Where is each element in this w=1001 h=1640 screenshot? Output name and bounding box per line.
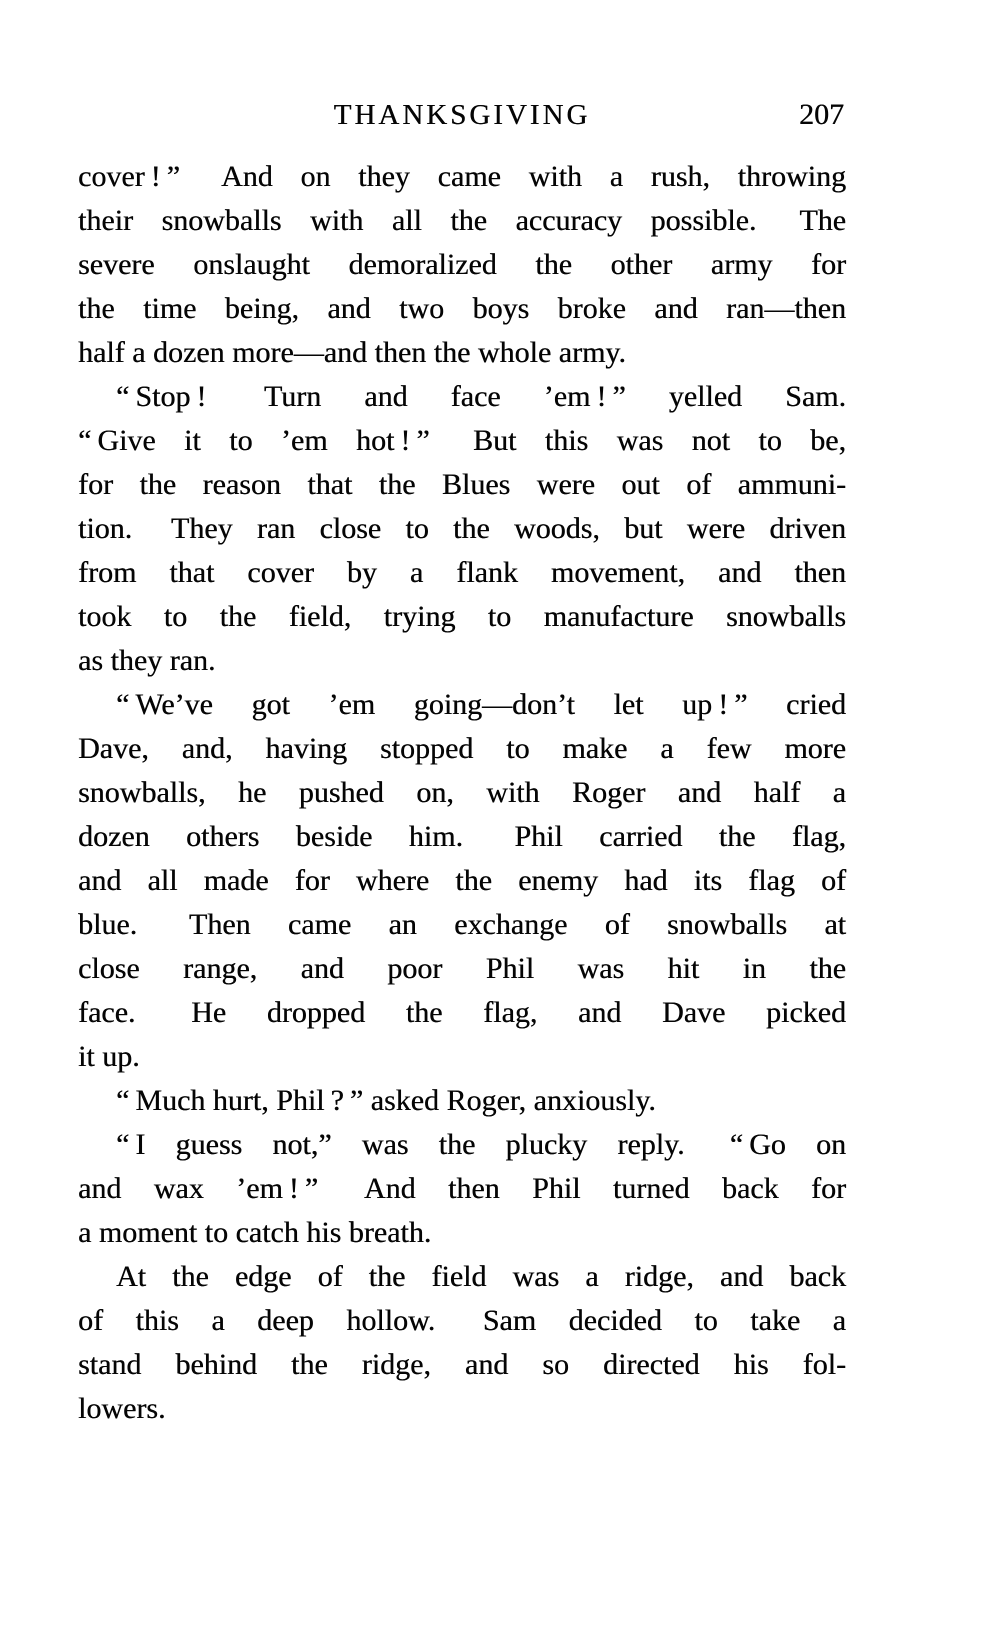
text-line: from that cover by a flank movement, and then [78, 556, 846, 589]
text-line: face. He dropped the flag, and Dave picked [78, 996, 846, 1029]
text-line: At the edge of the field was a ridge, and back [116, 1260, 846, 1293]
text-line: “ We’ve got ’em going—don’t let up ! ” cried [116, 688, 846, 721]
text-line: cover ! ” And on they came with a rush, throwing [78, 160, 846, 193]
text-line: “ Give it to ’em hot ! ” But this was not to be, [78, 424, 846, 457]
text-line: tion. They ran close to the woods, but were driven [78, 512, 846, 545]
text-line: stand behind the ridge, and so directed his fol- [78, 1348, 846, 1381]
paragraph [78, 683, 846, 1079]
text-line: and all made for where the enemy had its flag of [78, 864, 846, 897]
text-line: dozen others beside him. Phil carried the flag, [78, 820, 846, 853]
text-line: “ Much hurt, Phil ? ” asked Roger, anxiously. [116, 1084, 656, 1117]
running-header [78, 95, 846, 135]
text-line: Dave, and, having stopped to make a few more [78, 732, 846, 765]
body-text [78, 155, 846, 1431]
text-line: a moment to catch his breath. [78, 1216, 432, 1249]
text-line: the time being, and two boys broke and ran—then [78, 292, 846, 325]
paragraph [78, 1255, 846, 1431]
text-line: it up. [78, 1040, 140, 1073]
paragraph [78, 375, 846, 683]
text-line: half a dozen more—and then the whole army. [78, 336, 626, 369]
text-block [78, 95, 846, 1431]
page-number: 207 [799, 98, 844, 131]
text-line: lowers. [78, 1392, 166, 1425]
text-line: “ I guess not,” was the plucky reply. “ Go on [116, 1128, 846, 1161]
text-line: for the reason that the Blues were out of ammuni- [78, 468, 846, 501]
text-line: blue. Then came an exchange of snowballs at [78, 908, 846, 941]
text-line: snowballs, he pushed on, with Roger and half a [78, 776, 846, 809]
text-line: severe onslaught demoralized the other army for [78, 248, 846, 281]
paragraph [78, 1079, 846, 1123]
text-line: “ Stop ! Turn and face ’em ! ” yelled Sam. [116, 380, 846, 413]
text-line: close range, and poor Phil was hit in the [78, 952, 846, 985]
text-line: took to the field, trying to manufacture snowballs [78, 600, 846, 633]
text-line: their snowballs with all the accuracy possible. The [78, 204, 846, 237]
running-header-title: THANKSGIVING [333, 99, 591, 131]
text-line: as they ran. [78, 644, 216, 677]
paragraph [78, 155, 846, 375]
text-line: of this a deep hollow. Sam decided to take a [78, 1304, 846, 1337]
text-line: and wax ’em ! ” And then Phil turned back for [78, 1172, 846, 1205]
paragraph [78, 1123, 846, 1255]
